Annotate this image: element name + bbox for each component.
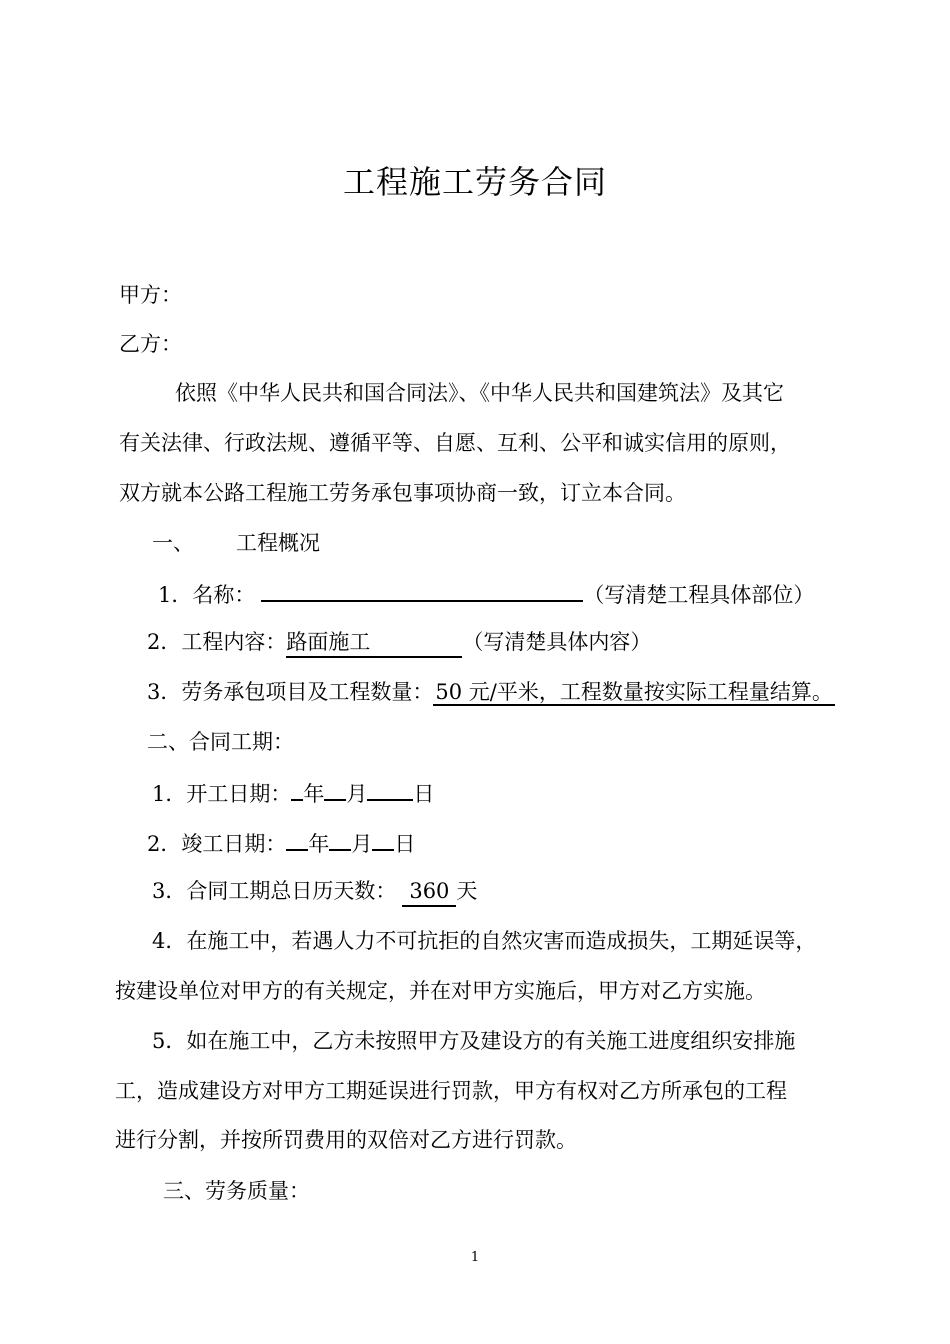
intro-line-3: 双方就本公路工程施工劳务承包事项协商一致，订立本合同。: [119, 481, 686, 505]
item-quantity-label: 3．劳务承包项目及工程数量：: [147, 680, 434, 704]
item4-line-1: 4．在施工中，若遇人力不可抗拒的自然灾害而造成损失，工期延误等，: [152, 929, 817, 953]
item-name-label: 1．名称：: [158, 583, 256, 607]
start-month-blank: [324, 777, 346, 801]
finish-day-unit: 日: [394, 832, 416, 856]
item-content-line: [147, 628, 651, 658]
document-title: 工程施工劳务合同: [342, 163, 607, 201]
finish-month-unit: 月: [351, 832, 373, 856]
section1-number: 一、: [152, 531, 194, 555]
item-name-line: [158, 578, 814, 609]
finish-date-label: 2．竣工日期：: [147, 832, 287, 856]
start-day-blank: [367, 777, 413, 801]
start-year-unit: 年: [303, 782, 325, 806]
item-quantity-line: [147, 678, 835, 706]
item5-line-2: 工，造成建设方对甲方工期延误进行罚款，甲方有权对乙方所承包的工程: [115, 1079, 787, 1103]
item-quantity-value: 50 元/平米，工程数量按实际工程量结算。: [435, 680, 833, 704]
intro-line-2: 有关法律、行政法规、遵循平等、自愿、互利、公平和诚实信用的原则，: [119, 431, 791, 455]
item-content-value: 路面施工: [286, 628, 462, 658]
duration-line: [152, 877, 477, 907]
finish-year-unit: 年: [308, 832, 330, 856]
item-content-note: （写清楚具体内容）: [462, 630, 652, 654]
duration-value: 360: [402, 877, 456, 907]
section3-heading: 三、劳务质量：: [163, 1179, 310, 1203]
start-day-unit: 日: [413, 782, 435, 806]
start-year-blank: [291, 777, 303, 801]
item5-line-1: 5．如在施工中，乙方未按照甲方及建设方的有关施工进度组织安排施: [152, 1029, 796, 1053]
duration-label: 3．合同工期总日历天数：: [152, 879, 397, 903]
start-month-unit: 月: [346, 782, 368, 806]
finish-day-blank: [372, 827, 394, 851]
item4-line-2: 按建设单位对甲方的有关规定，并在对甲方实施后，甲方对乙方实施。: [115, 979, 766, 1003]
finish-date-line: [147, 827, 415, 858]
item-content-label: 2．工程内容：: [147, 630, 287, 654]
start-date-line: [152, 777, 434, 808]
finish-year-blank: [286, 827, 308, 851]
party-b-line: 乙方：: [119, 332, 182, 356]
intro-line-1: 依照《中华人民共和国合同法》、《中华人民共和国建筑法》及其它: [175, 381, 784, 405]
section1-heading: [152, 529, 320, 557]
page-number: 1: [470, 1250, 480, 1265]
party-a-line: 甲方：: [119, 283, 182, 307]
name-blank: [261, 578, 583, 602]
item5-line-3: 进行分割，并按所罚费用的双倍对乙方进行罚款。: [115, 1128, 577, 1152]
start-date-label: 1．开工日期：: [152, 782, 292, 806]
duration-unit: 天: [456, 879, 478, 903]
finish-month-blank: [329, 827, 351, 851]
item-name-note: （写清楚工程具体部位）: [583, 583, 815, 607]
section1-title: 工程概况: [236, 531, 320, 555]
section2-heading: 二、合同工期：: [147, 730, 294, 754]
